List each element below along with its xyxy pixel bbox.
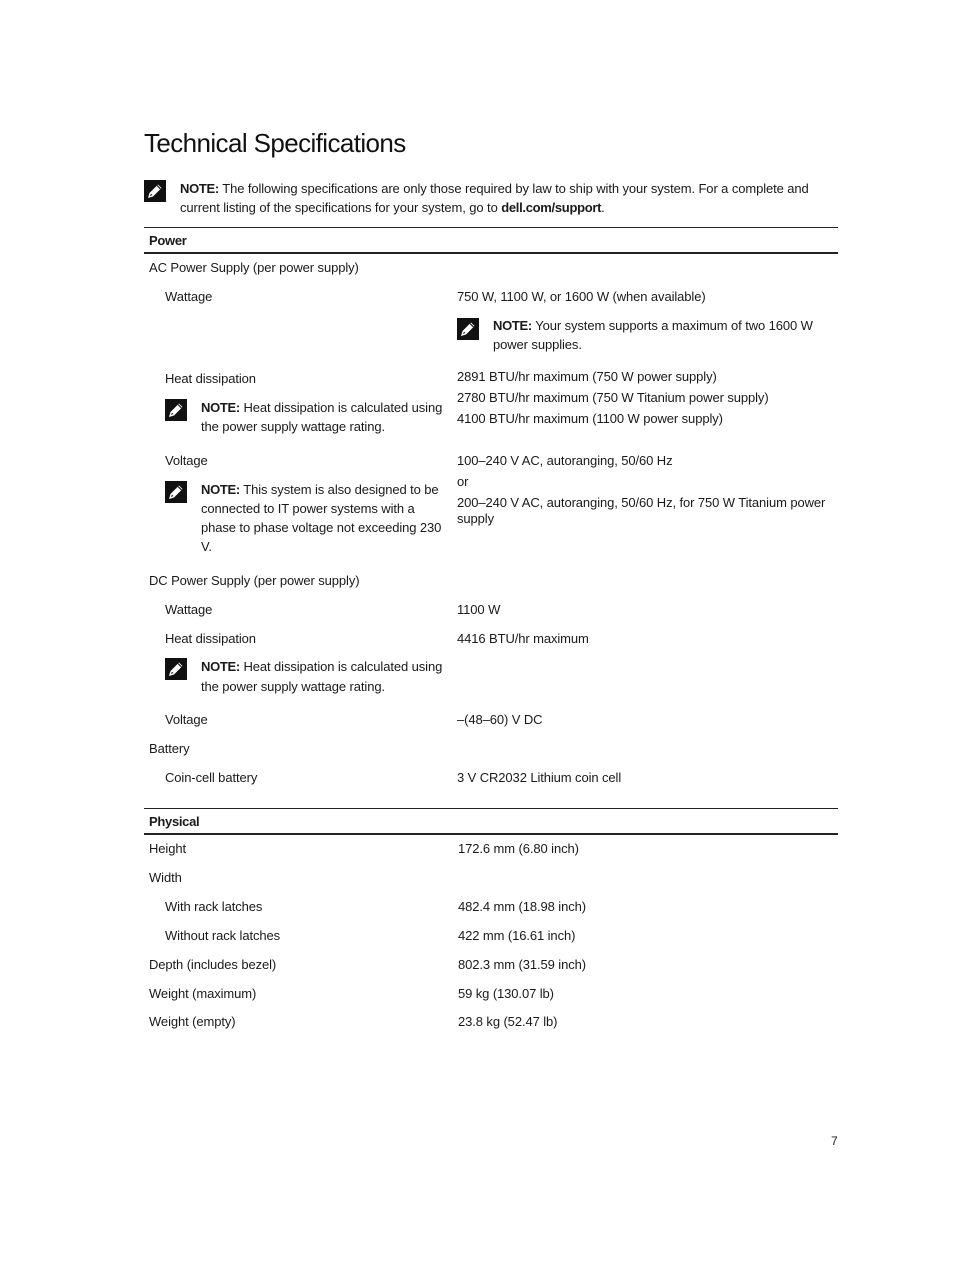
note-label: NOTE: [201,400,240,415]
dc-heat-label: Heat dissipation [165,631,256,646]
ac-power-supply-label: AC Power Supply (per power supply) [149,260,359,275]
note-text: This system is also designed to be [239,482,439,497]
ac-voltage-value-1: 100–240 V AC, autoranging, 50/60 Hz [457,453,673,468]
ac-voltage-note-line2: connected to IT power systems with a [201,501,415,516]
width-label: Width [149,870,182,885]
note-text: The following specifications are only those required by law to ship with your system. For a complete and [218,181,809,196]
physical-table-top-rule [144,808,838,809]
coin-cell-label: Coin-cell battery [165,770,258,785]
note-label: NOTE: [180,181,219,196]
ac-voltage-label: Voltage [165,453,208,468]
ac-heat-value-2: 2780 BTU/hr maximum (750 W Titanium power supply) [457,390,769,405]
note-text: Heat dissipation is calculated using [239,400,443,415]
dc-wattage-label: Wattage [165,602,213,617]
coin-cell-value: 3 V CR2032 Lithium coin cell [457,770,622,785]
ac-heat-note-line2: the power supply wattage rating. [201,419,385,434]
note-pencil-icon [165,658,187,680]
height-label: Height [149,841,186,856]
note-text: Heat dissipation is calculated using [239,659,443,674]
note-label: NOTE: [493,318,532,333]
table-top-rule [144,227,838,228]
depth-label: Depth (includes bezel) [149,957,277,972]
ac-voltage-note-line1 [201,480,439,499]
ac-wattage-note-line2: power supplies. [493,337,582,352]
dc-wattage-value: 1100 W [457,602,501,617]
note-text-end: . [601,200,605,215]
ac-voltage-value-2-line1: 200–240 V AC, autoranging, 50/60 Hz, for 750 W Titanium power [457,495,826,510]
ac-heat-label: Heat dissipation [165,371,256,386]
dc-heat-value: 4416 BTU/hr maximum [457,631,589,646]
ac-voltage-note-line4: V. [201,539,212,554]
power-heading: Power [149,233,187,248]
ac-wattage-note-line1 [493,316,813,335]
dc-voltage-value: –(48–60) V DC [457,712,543,727]
ac-voltage-value-2-line2: supply [457,511,494,526]
intro-note-line1 [180,179,809,198]
weight-empty-label: Weight (empty) [149,1014,236,1029]
ac-voltage-note-line3: phase to phase voltage not exceeding 230 [201,520,442,535]
ac-wattage-value: 750 W, 1100 W, or 1600 W (when available) [457,289,706,304]
intro-note-line2 [180,198,605,217]
with-rack-latches-label: With rack latches [165,899,263,914]
note-pencil-icon [457,318,479,340]
note-pencil-icon [165,481,187,503]
depth-value: 802.3 mm (31.59 inch) [458,957,586,972]
physical-header-rule [144,833,838,835]
note-text: current listing of the specifications for your system, go to [180,200,502,215]
dc-voltage-label: Voltage [165,712,208,727]
ac-voltage-or: or [457,474,469,489]
ac-heat-note-line1 [201,398,442,417]
weight-max-value: 59 kg (130.07 lb) [458,986,554,1001]
note-label: NOTE: [201,482,240,497]
weight-empty-value: 23.8 kg (52.47 lb) [458,1014,558,1029]
note-pencil-icon [165,399,187,421]
page-number: 7 [831,1134,838,1148]
physical-heading: Physical [149,814,200,829]
dc-power-supply-label: DC Power Supply (per power supply) [149,573,360,588]
dc-heat-note-line1 [201,657,442,676]
note-pencil-icon [144,180,166,202]
battery-label: Battery [149,741,190,756]
page-title: Technical Specifications [144,128,406,158]
without-rack-latches-label: Without rack latches [165,928,281,943]
ac-heat-value-1: 2891 BTU/hr maximum (750 W power supply) [457,369,717,384]
dc-heat-note-line2: the power supply wattage rating. [201,679,385,694]
table-header-rule [144,252,838,254]
note-text: Your system supports a maximum of two 1600 W [531,318,813,333]
ac-wattage-label: Wattage [165,289,213,304]
height-value: 172.6 mm (6.80 inch) [458,841,579,856]
note-label: NOTE: [201,659,240,674]
weight-max-label: Weight (maximum) [149,986,257,1001]
ac-heat-value-3: 4100 BTU/hr maximum (1100 W power supply) [457,411,723,426]
without-rack-latches-value: 422 mm (16.61 inch) [458,928,576,943]
dell-support-link[interactable]: dell.com/support [501,200,602,215]
with-rack-latches-value: 482.4 mm (18.98 inch) [458,899,586,914]
